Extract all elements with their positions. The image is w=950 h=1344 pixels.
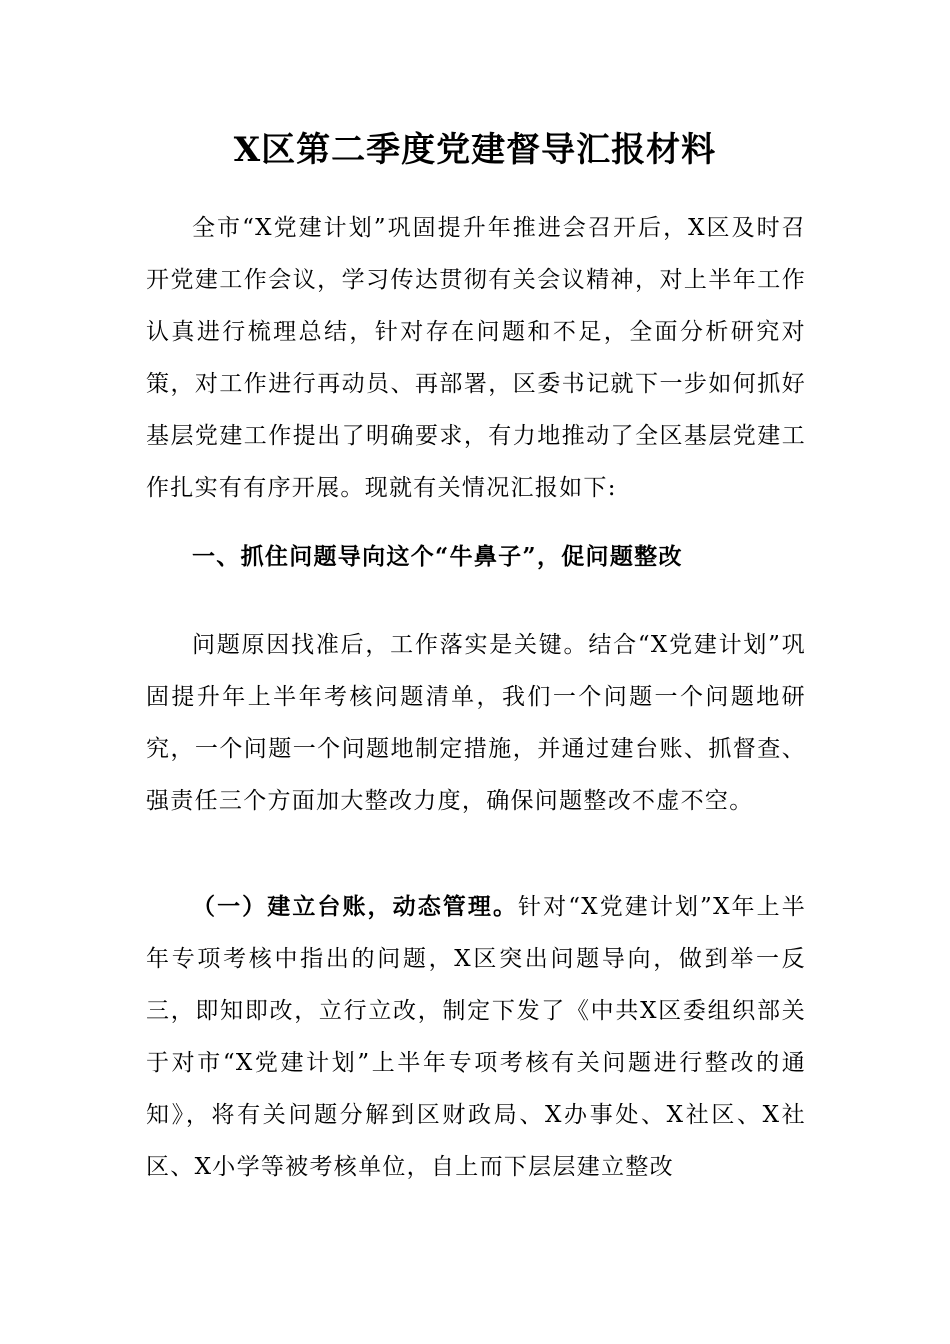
intro-paragraph: 全市“X党建计划”巩固提升年推进会召开后，X区及时召开党建工作会议，学习传达贯彻有关会议精神，对上半年工作认真进行梳理总结，针对存在问题和不足，全面分析研究对策，对工作进行再动员、再部署，区委书记就下一步如何抓好基层党建工作提出了明确要求，有力地推动了全区基层党建工作扎实有有序开展。现就有关情况汇报如下: xyxy=(146,215,806,501)
subsection-1-paragraph xyxy=(146,881,806,1193)
section-heading-1: 一、抓住问题导向这个“牛鼻子”，促问题整改 xyxy=(192,543,683,570)
subsection-1-body: 针对“X党建计划”X年上半年专项考核中指出的问题，X区突出问题导向，做到举一反三，即知即改，立行立改，制定下发了《中共X区委组织部关于对市“X党建计划”上半年专项考核有关问题进行整改的通知》，将有关问题分解到区财政局、X办事处、X社区、X社区、X小学等被考核单位，自上而下层层建立整改 xyxy=(146,894,806,1180)
section-1-paragraph: 问题原因找准后，工作落实是关键。结合“X党建计划”巩固提升年上半年考核问题清单，我们一个问题一个问题地研究，一个问题一个问题地制定措施，并通过建台账、抓督查、强责任三个方面加大整改力度，确保问题整改不虚不空。 xyxy=(146,632,806,814)
document-title: X区第二季度党建督导汇报材料 xyxy=(233,130,717,170)
subsection-1-lead: （一）建立台账，动态管理。 xyxy=(192,893,519,920)
